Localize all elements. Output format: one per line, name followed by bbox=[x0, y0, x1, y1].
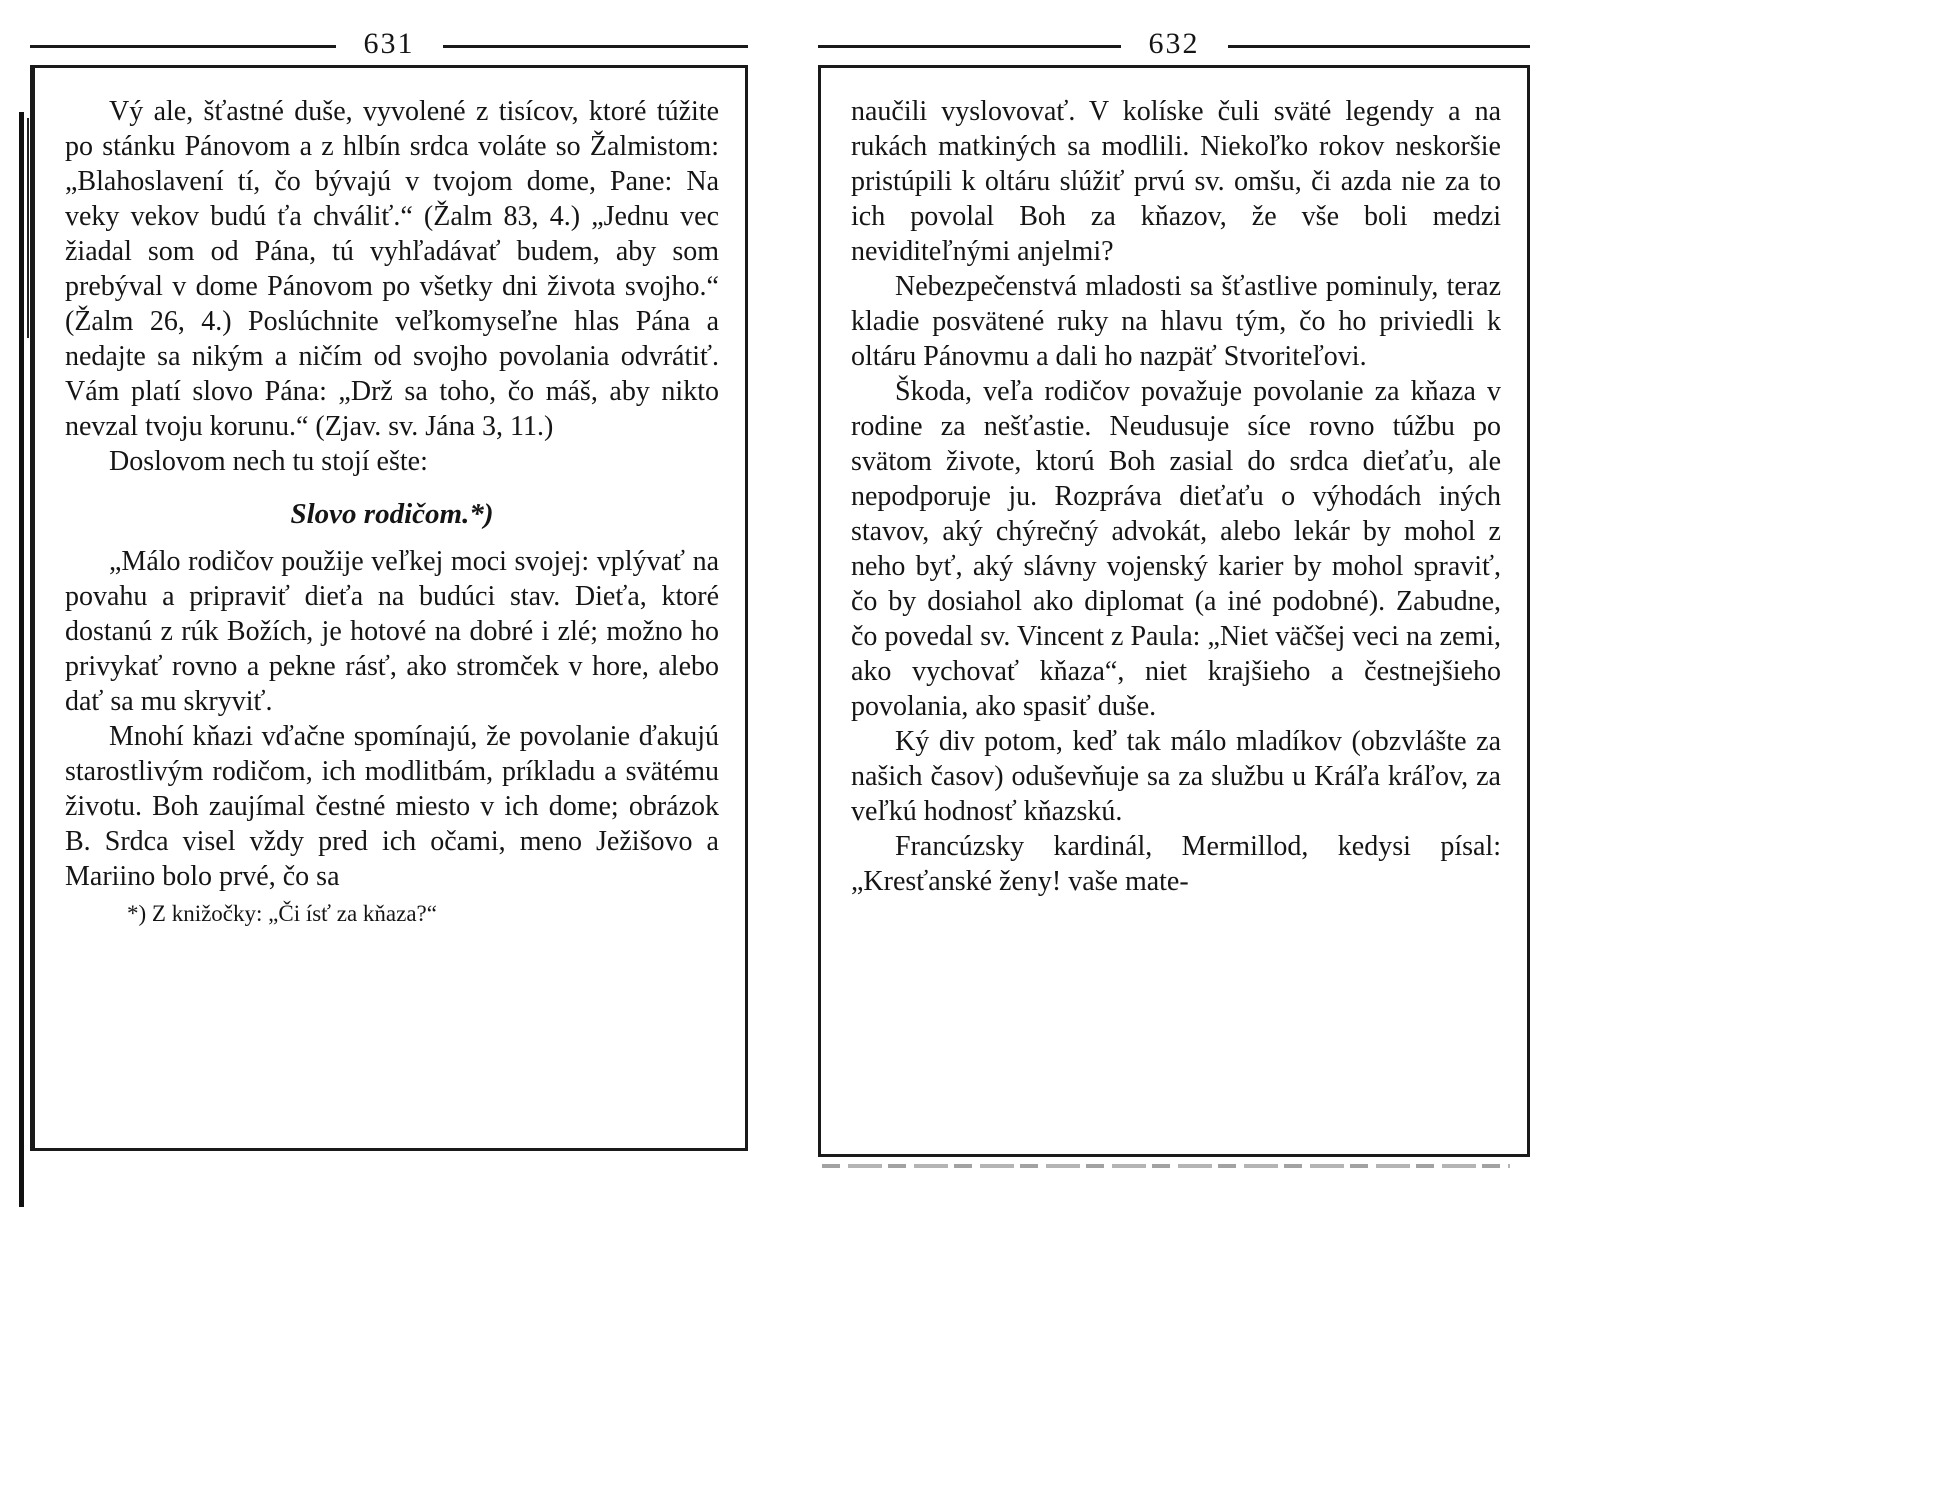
page-header bbox=[818, 26, 1530, 62]
paragraph: Škoda, veľa rodičov považuje povolanie za kňaza v rodine za nešťastie. Neudusuje síce rovno túžbu po svätom živote, ktorú Boh zasial do srdca dieťaťu, ale nepodporuje ju. Rozpráva dieťaťu o výhodách iných stavov, aký chýrečný advokát, alebo lekár by mohol z neho byť, aký slávny vojenský karier by mohol spraviť, čo by dosiahol ako diplomat (a iné podobné). Zabudne, čo povedal sv. Vincent z Paula: „Niet väčšej veci na zemi, ako vychovať kňaza“, niet krajšieho a čestnejšieho povolania, ako spasiť duše. bbox=[851, 376, 1501, 722]
page-number: 632 bbox=[1148, 27, 1200, 60]
paragraph: Doslovom nech tu stojí ešte: bbox=[109, 446, 428, 477]
section-heading: Slovo rodičom.*) bbox=[290, 498, 494, 530]
cut-off-print-remnant bbox=[822, 1164, 1510, 1168]
binding-edge-line-2 bbox=[27, 118, 29, 338]
paragraph: Francúzsky kardinál, Mermillod, kedysi písal: „Kresťanské ženy! vaše mate- bbox=[851, 831, 1501, 897]
binding-edge-line bbox=[19, 112, 24, 1207]
paragraph: Nebezpečenstvá mladosti sa šťastlive pominuly, teraz kladie posvätené ruky na hlavu tým, čo ho priviedli k oltáru Pánovmu a dali ho nazpäť Stvoriteľovi. bbox=[851, 271, 1501, 372]
paragraph: naučili vyslovovať. V kolíske čuli sväté legendy a na rukách matkiných sa modlili. Niekoľko rokov neskoršie pristúpili k oltáru slúžiť prvú sv. omšu, či azda nie za to ich povolal Boh za kňazov, že vše boli medzi neviditeľnými anjelmi? bbox=[851, 96, 1501, 267]
page-header bbox=[30, 26, 748, 62]
header-rule-right bbox=[443, 45, 749, 48]
paragraph: Ký div potom, keď tak málo mladíkov (obzvlášte za našich časov) oduševňuje sa za službu u Kráľa kráľov, za veľkú hodnosť kňazskú. bbox=[851, 726, 1501, 827]
page-frame bbox=[30, 65, 748, 1151]
paragraph: Mnohí kňazi vďačne spomínajú, že povolanie ďakujú starostlivým rodičom, ich modlitbám, príkladu a svätému životu. Boh zaujímal čestné miesto v ich dome; obrázok B. Srdca visel vždy pred ich očami, meno Ježišovo a Mariino bolo prvé, čo sa bbox=[65, 721, 719, 892]
page-number: 631 bbox=[363, 27, 415, 60]
page-frame bbox=[818, 65, 1530, 1157]
page-631 bbox=[30, 26, 748, 1151]
paragraph: „Málo rodičov použije veľkej moci svojej: vplývať na povahu a pripraviť dieťa na budúci stav. Dieťa, ktoré dostanú z rúk Božích, je hotové na dobré i zlé; možno ho privykať rovno a pekne rásť, ako stromček v hore, alebo dať sa mu skryviť. bbox=[65, 546, 719, 717]
header-rule-right bbox=[1228, 45, 1531, 48]
header-rule-left bbox=[818, 45, 1121, 48]
paragraph: Vý ale, šťastné duše, vyvolené z tisícov, ktoré túžite po stánku Pánovom a z hlbín srdca voláte so Žalmistom: „Blahoslavení tí, čo bývajú v tvojom dome, Pane: Na veky vekov budú ťa chváliť.“ (Žalm 83, 4.) „Jednu vec žiadal som od Pána, tú vyhľadávať budem, aby som prebýval v dome Pánovom po všetky dni života svojho.“ (Žalm 26, 4.) Poslúchnite veľkomyseľne hlas Pána a nedajte sa nikým a ničím od svojho povolania odvrátiť. Vám platí slovo Pána: „Drž sa toho, čo máš, aby nikto nevzal tvoju korunu.“ (Zjav. sv. Jána 3, 11.) bbox=[65, 96, 719, 442]
footnote: *) Z knižočky: „Či ísť za kňaza?“ bbox=[127, 901, 437, 926]
page-632 bbox=[818, 26, 1530, 1168]
header-rule-left bbox=[30, 45, 336, 48]
